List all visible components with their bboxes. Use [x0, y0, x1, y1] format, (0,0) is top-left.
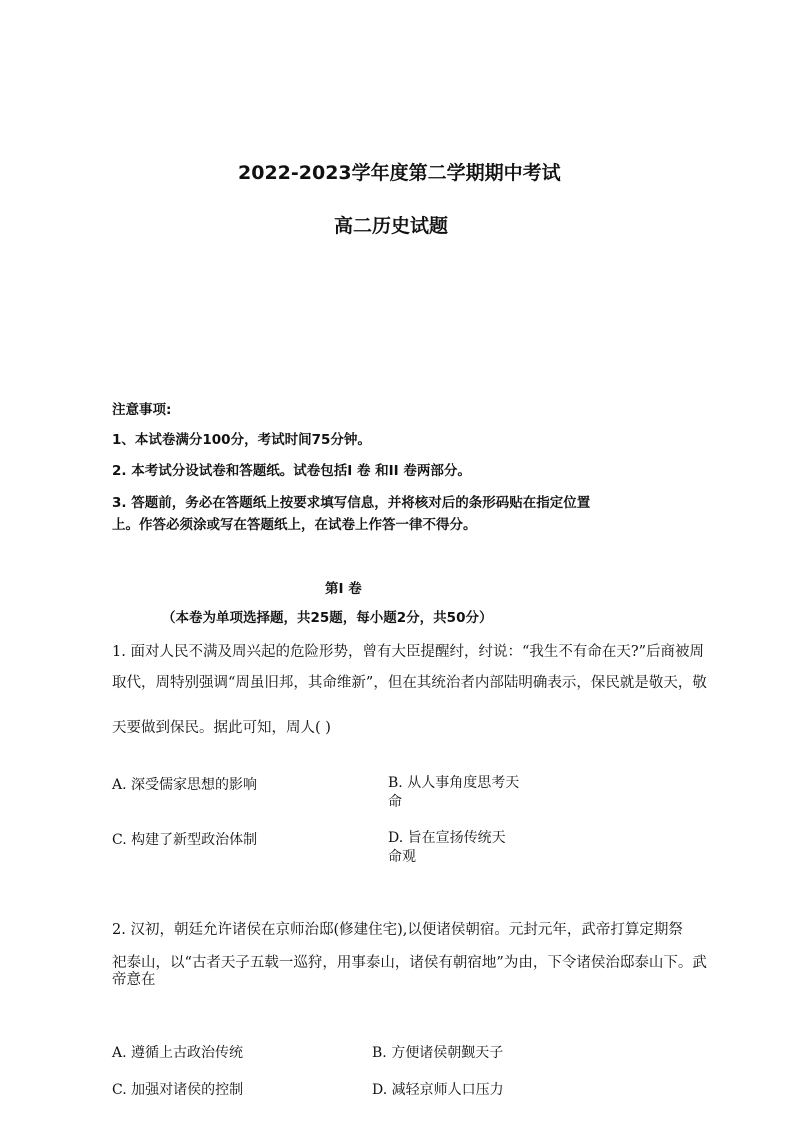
question-2-line-3: 帝意在	[112, 972, 156, 988]
question-1-option-a[interactable]: A. 深受儒家思想的影响	[112, 777, 258, 793]
question-1-line-3: 天要做到保民。据此可知，周人( )	[112, 720, 331, 736]
question-1-option-c[interactable]: C. 构建了新型政治体制	[112, 832, 258, 848]
question-2-line-1: 2. 汉初，朝廷允许诸侯在京师治邸(修建住宅),以便诸侯朝宿。元封元年，武帝打算定期祭	[112, 922, 683, 938]
question-2-option-c[interactable]: C. 加强对诸侯的控制	[112, 1082, 244, 1098]
question-1-option-d[interactable]	[388, 829, 506, 867]
question-2-option-a[interactable]: A. 遵循上古政治传统	[112, 1045, 244, 1061]
question-1-option-b-line-2: 命	[388, 794, 402, 810]
question-1-option-d-line-2: 命观	[388, 849, 416, 865]
section-title: 第I 卷	[325, 581, 362, 597]
note-item-1: 1、本试卷满分100分，考试时间75分钟。	[112, 432, 371, 448]
exam-title: 2022-2023学年度第二学期期中考试	[238, 162, 561, 184]
question-2-line-2: 祀泰山，以“古者天子五载一巡狩，用事泰山，诸侯有朝宿地”为由，下令诸侯治邸泰山下。武	[112, 955, 707, 971]
question-1-line-1: 1. 面对人民不满及周兴起的危险形势，曾有大臣提醒纣，纣说：“我生不有命在天?”后商被周	[112, 644, 705, 660]
section-instruction: （本卷为单项选择题，共25题，每小题2分，共50分）	[162, 610, 493, 626]
note-item-2: 2. 本考试分设试卷和答题纸。试卷包括I 卷 和II 卷两部分。	[112, 463, 471, 479]
notes-heading: 注意事项:	[112, 402, 172, 418]
note-item-3-line-1: 3. 答题前，务必在答题纸上按要求填写信息，并将核对后的条形码贴在指定位置	[112, 495, 591, 511]
question-1-option-d-line-1: D. 旨在宣扬传统天	[388, 830, 506, 846]
note-item-3-line-2: 上。作答必须涂或写在答题纸上，在试卷上作答一律不得分。	[112, 517, 477, 533]
question-1-line-2: 取代，周特别强调“周虽旧邦，其命维新”，但在其统治者内部陆明确表示，保民就是敬天，敬	[112, 675, 707, 691]
exam-subtitle: 高二历史试题	[334, 215, 449, 237]
question-1-option-b[interactable]	[388, 774, 519, 812]
question-2-option-d[interactable]: D. 减轻京师人口压力	[372, 1082, 504, 1098]
question-1-option-b-line-1: B. 从人事角度思考天	[388, 775, 520, 791]
question-2-option-b[interactable]: B. 方便诸侯朝觐天子	[372, 1045, 504, 1061]
